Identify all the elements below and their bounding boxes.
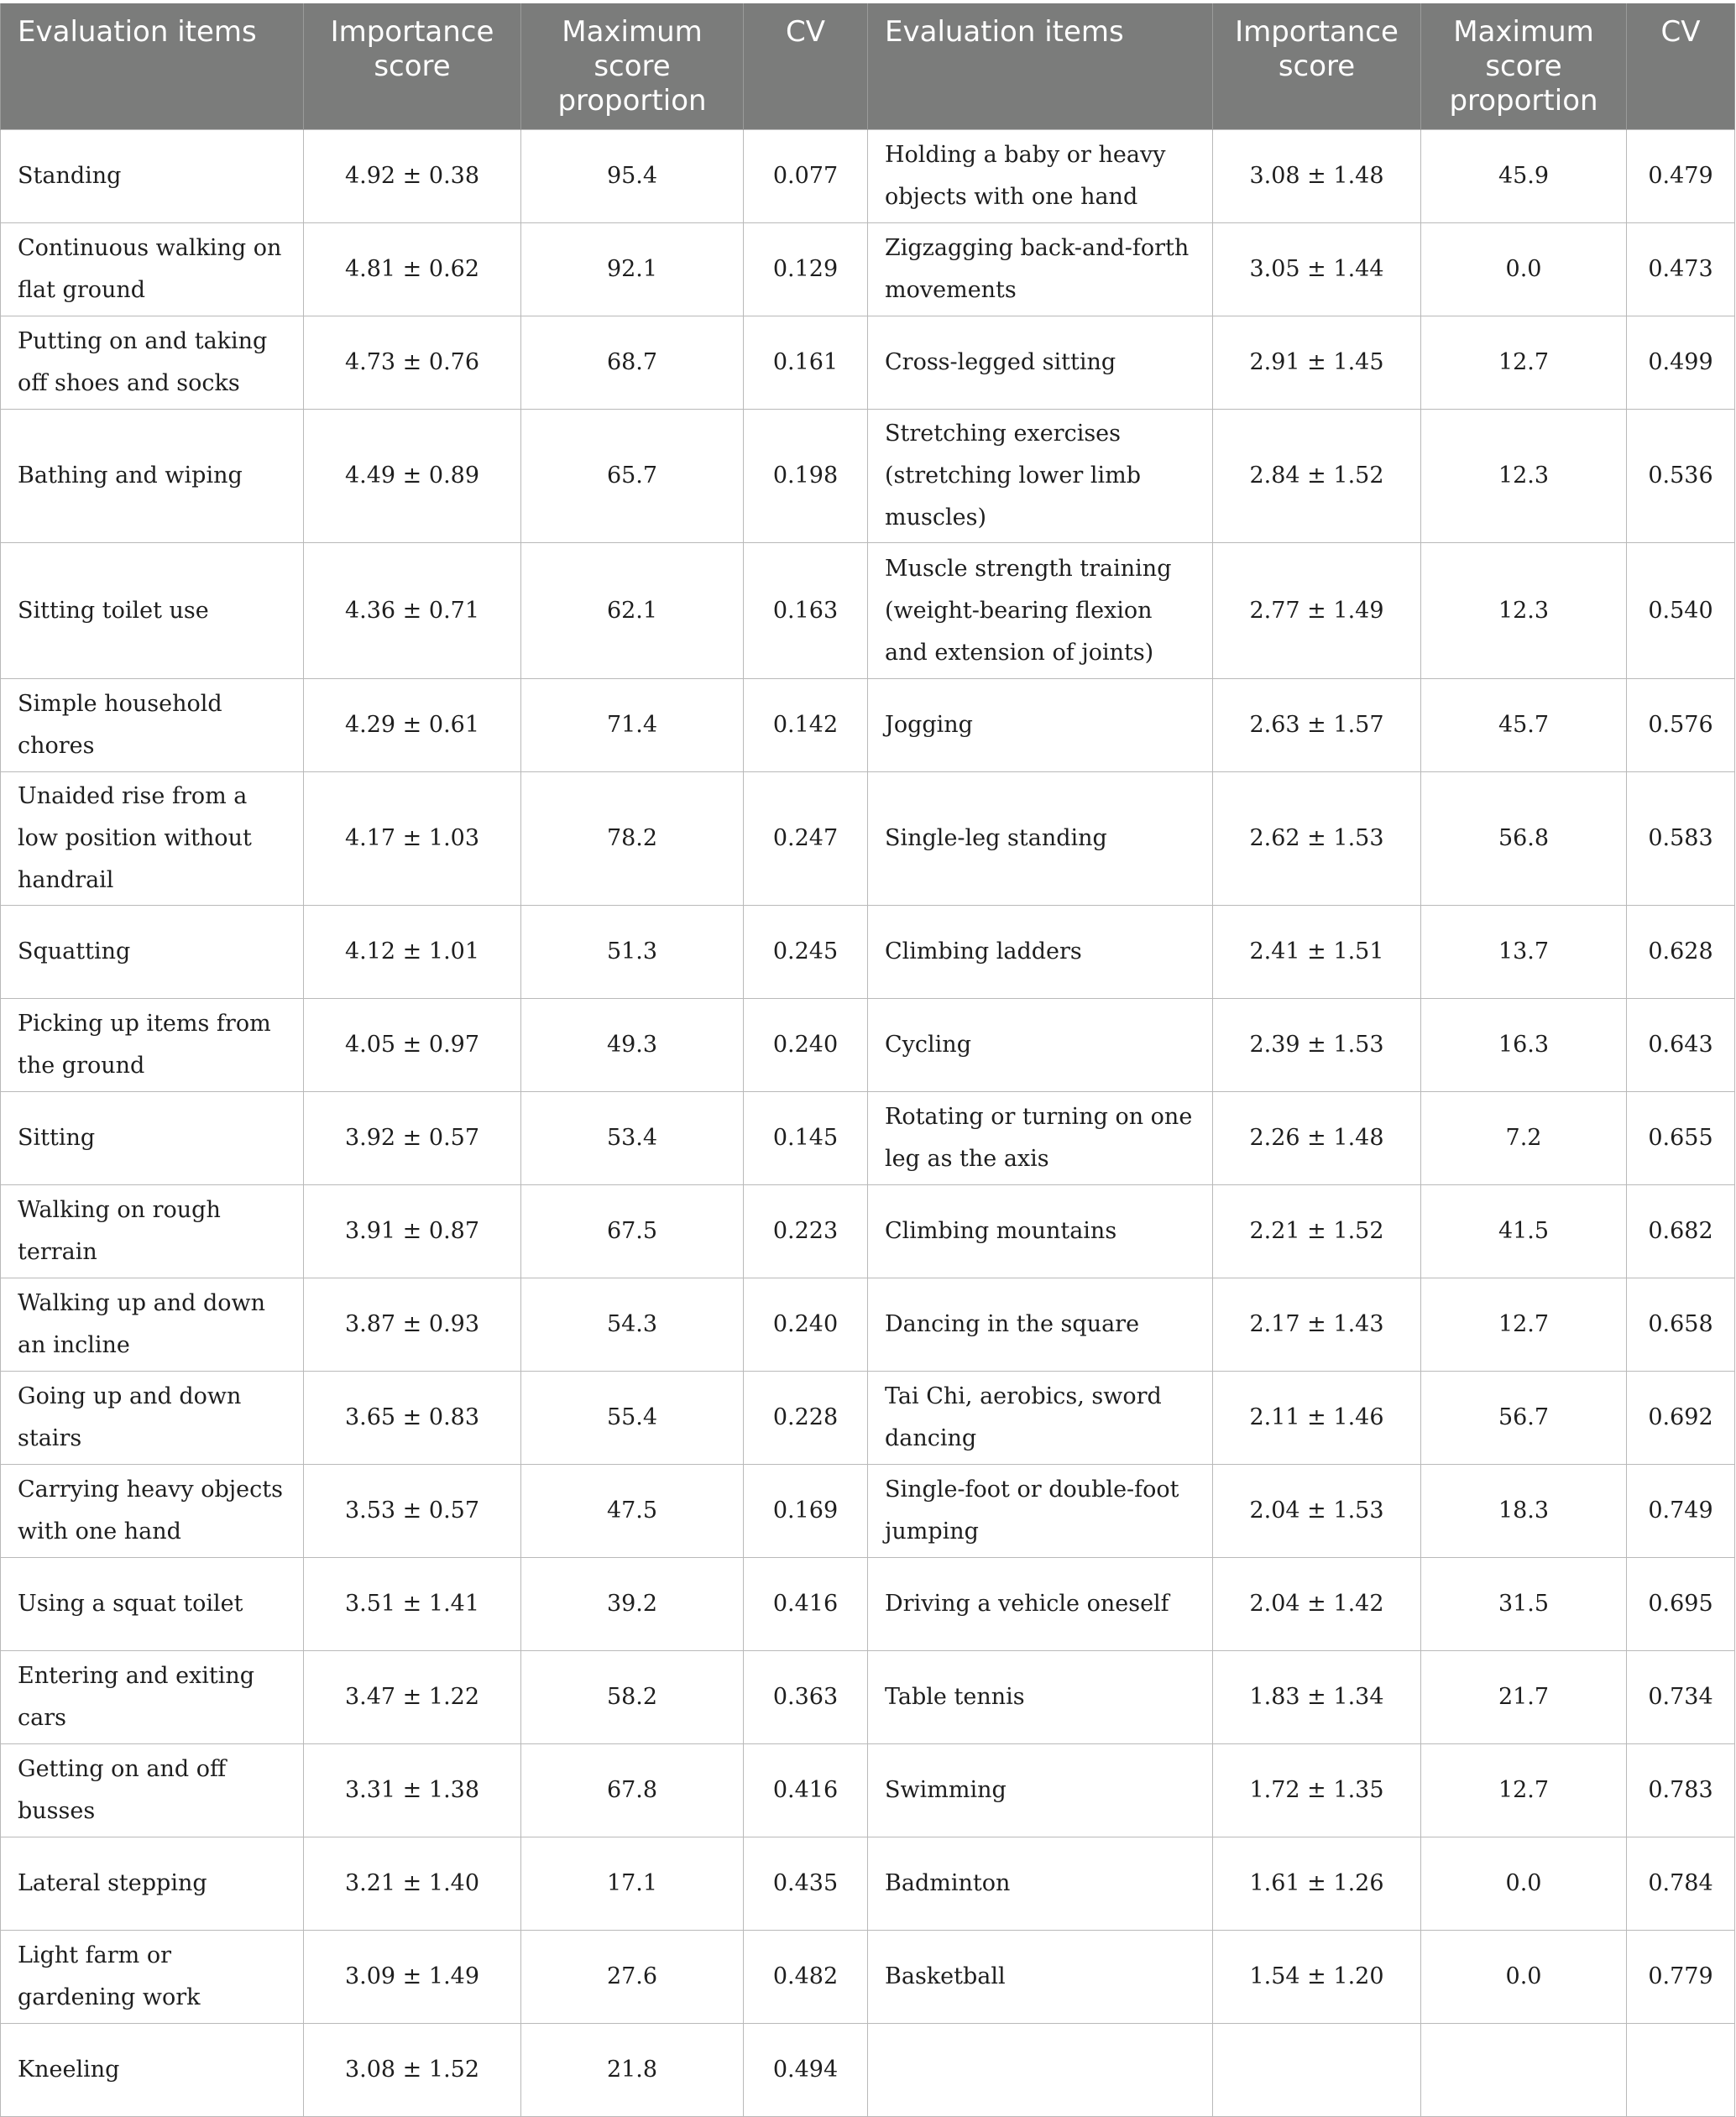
table-row <box>1 410 1735 543</box>
left-maximum-score-proportion: 54.3 <box>521 1278 744 1372</box>
right-maximum-score-proportion: 7.2 <box>1421 1092 1627 1185</box>
left-importance-score: 4.92 ± 0.38 <box>304 130 521 223</box>
left-evaluation-item: Carrying heavy objects with one hand <box>1 1465 304 1558</box>
right-maximum-score-proportion: 21.7 <box>1421 1651 1627 1744</box>
left-cv: 0.129 <box>744 223 868 316</box>
header-importance-score-left: Importance score <box>304 3 521 130</box>
header-maximum-score-proportion-left: Maximum score proportion <box>521 3 744 130</box>
left-evaluation-item: Putting on and taking off shoes and socks <box>1 316 304 410</box>
table-row <box>1 679 1735 772</box>
right-cv: 0.749 <box>1627 1465 1735 1558</box>
left-maximum-score-proportion: 95.4 <box>521 130 744 223</box>
left-importance-score: 4.36 ± 0.71 <box>304 543 521 679</box>
right-evaluation-item: Swimming <box>868 1744 1213 1837</box>
table-row <box>1 223 1735 316</box>
right-importance-score: 2.77 ± 1.49 <box>1213 543 1421 679</box>
left-maximum-score-proportion: 55.4 <box>521 1372 744 1465</box>
right-cv: 0.643 <box>1627 999 1735 1092</box>
right-maximum-score-proportion: 12.7 <box>1421 1744 1627 1837</box>
left-importance-score: 4.29 ± 0.61 <box>304 679 521 772</box>
left-evaluation-item: Simple household chores <box>1 679 304 772</box>
table-row <box>1 316 1735 410</box>
right-importance-score: 2.04 ± 1.53 <box>1213 1465 1421 1558</box>
left-importance-score: 4.17 ± 1.03 <box>304 772 521 906</box>
right-maximum-score-proportion: 12.7 <box>1421 1278 1627 1372</box>
right-evaluation-item: Driving a vehicle oneself <box>868 1558 1213 1651</box>
right-cv: 0.540 <box>1627 543 1735 679</box>
header-evaluation-items-left: Evaluation items <box>1 3 304 130</box>
left-evaluation-item: Light farm or gardening work <box>1 1931 304 2024</box>
left-maximum-score-proportion: 71.4 <box>521 679 744 772</box>
left-maximum-score-proportion: 27.6 <box>521 1931 744 2024</box>
left-evaluation-item: Getting on and off busses <box>1 1744 304 1837</box>
table-row <box>1 999 1735 1092</box>
left-cv: 0.240 <box>744 999 868 1092</box>
table-row <box>1 1744 1735 1837</box>
left-cv: 0.223 <box>744 1185 868 1278</box>
table-row <box>1 1558 1735 1651</box>
left-evaluation-item: Walking on rough terrain <box>1 1185 304 1278</box>
left-cv: 0.363 <box>744 1651 868 1744</box>
left-importance-score: 4.81 ± 0.62 <box>304 223 521 316</box>
left-importance-score: 3.87 ± 0.93 <box>304 1278 521 1372</box>
table-row <box>1 906 1735 999</box>
right-maximum-score-proportion: 12.3 <box>1421 410 1627 543</box>
right-cv <box>1627 2024 1735 2117</box>
table-row <box>1 1837 1735 1931</box>
right-maximum-score-proportion: 12.3 <box>1421 543 1627 679</box>
left-maximum-score-proportion: 67.5 <box>521 1185 744 1278</box>
right-cv: 0.784 <box>1627 1837 1735 1931</box>
left-importance-score: 3.91 ± 0.87 <box>304 1185 521 1278</box>
right-importance-score: 2.41 ± 1.51 <box>1213 906 1421 999</box>
right-cv: 0.682 <box>1627 1185 1735 1278</box>
left-evaluation-item: Kneeling <box>1 2024 304 2117</box>
right-evaluation-item: Tai Chi, aerobics, sword dancing <box>868 1372 1213 1465</box>
left-cv: 0.077 <box>744 130 868 223</box>
right-cv: 0.655 <box>1627 1092 1735 1185</box>
right-cv: 0.783 <box>1627 1744 1735 1837</box>
right-maximum-score-proportion: 45.9 <box>1421 130 1627 223</box>
left-maximum-score-proportion: 21.8 <box>521 2024 744 2117</box>
header-importance-score-right: Importance score <box>1213 3 1421 130</box>
left-importance-score: 4.73 ± 0.76 <box>304 316 521 410</box>
left-importance-score: 3.31 ± 1.38 <box>304 1744 521 1837</box>
left-importance-score: 3.92 ± 0.57 <box>304 1092 521 1185</box>
right-evaluation-item: Basketball <box>868 1931 1213 2024</box>
left-evaluation-item: Lateral stepping <box>1 1837 304 1931</box>
left-cv: 0.228 <box>744 1372 868 1465</box>
right-importance-score: 1.83 ± 1.34 <box>1213 1651 1421 1744</box>
right-importance-score: 2.04 ± 1.42 <box>1213 1558 1421 1651</box>
table-row <box>1 2024 1735 2117</box>
left-evaluation-item: Walking up and down an incline <box>1 1278 304 1372</box>
header-evaluation-items-right: Evaluation items <box>868 3 1213 130</box>
right-evaluation-item: Zigzagging back-and-forth movements <box>868 223 1213 316</box>
left-maximum-score-proportion: 53.4 <box>521 1092 744 1185</box>
left-maximum-score-proportion: 68.7 <box>521 316 744 410</box>
left-importance-score: 3.09 ± 1.49 <box>304 1931 521 2024</box>
table-row <box>1 1278 1735 1372</box>
left-maximum-score-proportion: 67.8 <box>521 1744 744 1837</box>
table-header <box>1 3 1735 130</box>
right-maximum-score-proportion: 18.3 <box>1421 1465 1627 1558</box>
left-maximum-score-proportion: 58.2 <box>521 1651 744 1744</box>
right-evaluation-item: Rotating or turning on one leg as the axis <box>868 1092 1213 1185</box>
right-evaluation-item: Climbing mountains <box>868 1185 1213 1278</box>
left-cv: 0.416 <box>744 1744 868 1837</box>
table-row <box>1 1372 1735 1465</box>
header-cv-right: CV <box>1627 3 1735 130</box>
right-evaluation-item: Climbing ladders <box>868 906 1213 999</box>
right-cv: 0.734 <box>1627 1651 1735 1744</box>
left-cv: 0.169 <box>744 1465 868 1558</box>
table-row <box>1 1651 1735 1744</box>
right-cv: 0.576 <box>1627 679 1735 772</box>
table-row <box>1 1465 1735 1558</box>
table-row <box>1 772 1735 906</box>
left-cv: 0.240 <box>744 1278 868 1372</box>
right-importance-score <box>1213 2024 1421 2117</box>
right-importance-score: 2.62 ± 1.53 <box>1213 772 1421 906</box>
right-evaluation-item: Single-leg standing <box>868 772 1213 906</box>
right-evaluation-item: Badminton <box>868 1837 1213 1931</box>
right-maximum-score-proportion: 16.3 <box>1421 999 1627 1092</box>
left-cv: 0.482 <box>744 1931 868 2024</box>
left-importance-score: 3.47 ± 1.22 <box>304 1651 521 1744</box>
left-importance-score: 4.05 ± 0.97 <box>304 999 521 1092</box>
right-evaluation-item: Table tennis <box>868 1651 1213 1744</box>
table-row <box>1 130 1735 223</box>
right-importance-score: 1.61 ± 1.26 <box>1213 1837 1421 1931</box>
left-evaluation-item: Using a squat toilet <box>1 1558 304 1651</box>
right-cv: 0.473 <box>1627 223 1735 316</box>
left-importance-score: 3.53 ± 0.57 <box>304 1465 521 1558</box>
table-row <box>1 543 1735 679</box>
right-cv: 0.628 <box>1627 906 1735 999</box>
left-maximum-score-proportion: 47.5 <box>521 1465 744 1558</box>
right-cv: 0.583 <box>1627 772 1735 906</box>
left-cv: 0.245 <box>744 906 868 999</box>
left-cv: 0.247 <box>744 772 868 906</box>
left-maximum-score-proportion: 17.1 <box>521 1837 744 1931</box>
header-row <box>1 3 1735 130</box>
right-evaluation-item: Single-foot or double-foot jumping <box>868 1465 1213 1558</box>
header-cv-left: CV <box>744 3 868 130</box>
table-body <box>1 130 1735 2117</box>
left-importance-score: 3.51 ± 1.41 <box>304 1558 521 1651</box>
left-evaluation-item: Continuous walking on flat ground <box>1 223 304 316</box>
left-cv: 0.161 <box>744 316 868 410</box>
right-importance-score: 2.21 ± 1.52 <box>1213 1185 1421 1278</box>
right-maximum-score-proportion <box>1421 2024 1627 2117</box>
left-importance-score: 3.65 ± 0.83 <box>304 1372 521 1465</box>
left-maximum-score-proportion: 78.2 <box>521 772 744 906</box>
right-evaluation-item: Muscle strength training (weight-bearing flexion and extension of joints) <box>868 543 1213 679</box>
right-maximum-score-proportion: 56.8 <box>1421 772 1627 906</box>
right-importance-score: 2.63 ± 1.57 <box>1213 679 1421 772</box>
table-row <box>1 1185 1735 1278</box>
left-maximum-score-proportion: 62.1 <box>521 543 744 679</box>
right-evaluation-item: Jogging <box>868 679 1213 772</box>
right-cv: 0.692 <box>1627 1372 1735 1465</box>
right-importance-score: 2.91 ± 1.45 <box>1213 316 1421 410</box>
right-evaluation-item: Cross-legged sitting <box>868 316 1213 410</box>
left-evaluation-item: Picking up items from the ground <box>1 999 304 1092</box>
left-evaluation-item: Entering and exiting cars <box>1 1651 304 1744</box>
right-importance-score: 3.08 ± 1.48 <box>1213 130 1421 223</box>
right-cv: 0.499 <box>1627 316 1735 410</box>
left-evaluation-item: Going up and down stairs <box>1 1372 304 1465</box>
left-evaluation-item: Sitting <box>1 1092 304 1185</box>
right-importance-score: 2.39 ± 1.53 <box>1213 999 1421 1092</box>
left-cv: 0.198 <box>744 410 868 543</box>
left-evaluation-item: Squatting <box>1 906 304 999</box>
right-cv: 0.779 <box>1627 1931 1735 2024</box>
left-evaluation-item: Bathing and wiping <box>1 410 304 543</box>
right-importance-score: 1.54 ± 1.20 <box>1213 1931 1421 2024</box>
left-cv: 0.142 <box>744 679 868 772</box>
table-row <box>1 1931 1735 2024</box>
header-maximum-score-proportion-right: Maximum score proportion <box>1421 3 1627 130</box>
left-importance-score: 4.49 ± 0.89 <box>304 410 521 543</box>
left-cv: 0.416 <box>744 1558 868 1651</box>
right-importance-score: 2.26 ± 1.48 <box>1213 1092 1421 1185</box>
right-cv: 0.536 <box>1627 410 1735 543</box>
left-importance-score: 3.08 ± 1.52 <box>304 2024 521 2117</box>
right-maximum-score-proportion: 31.5 <box>1421 1558 1627 1651</box>
right-maximum-score-proportion: 41.5 <box>1421 1185 1627 1278</box>
left-maximum-score-proportion: 49.3 <box>521 999 744 1092</box>
evaluation-items-table <box>0 3 1735 2117</box>
left-importance-score: 3.21 ± 1.40 <box>304 1837 521 1931</box>
left-maximum-score-proportion: 39.2 <box>521 1558 744 1651</box>
left-maximum-score-proportion: 51.3 <box>521 906 744 999</box>
right-maximum-score-proportion: 12.7 <box>1421 316 1627 410</box>
right-maximum-score-proportion: 56.7 <box>1421 1372 1627 1465</box>
left-evaluation-item: Unaided rise from a low position without handrail <box>1 772 304 906</box>
right-evaluation-item: Cycling <box>868 999 1213 1092</box>
right-importance-score: 3.05 ± 1.44 <box>1213 223 1421 316</box>
right-maximum-score-proportion: 13.7 <box>1421 906 1627 999</box>
right-evaluation-item <box>868 2024 1213 2117</box>
right-evaluation-item: Stretching exercises (stretching lower limb muscles) <box>868 410 1213 543</box>
left-cv: 0.163 <box>744 543 868 679</box>
left-cv: 0.435 <box>744 1837 868 1931</box>
right-cv: 0.479 <box>1627 130 1735 223</box>
right-maximum-score-proportion: 0.0 <box>1421 1931 1627 2024</box>
left-maximum-score-proportion: 65.7 <box>521 410 744 543</box>
left-importance-score: 4.12 ± 1.01 <box>304 906 521 999</box>
table-row <box>1 1092 1735 1185</box>
left-evaluation-item: Sitting toilet use <box>1 543 304 679</box>
right-cv: 0.658 <box>1627 1278 1735 1372</box>
right-maximum-score-proportion: 0.0 <box>1421 1837 1627 1931</box>
right-evaluation-item: Dancing in the square <box>868 1278 1213 1372</box>
right-importance-score: 2.17 ± 1.43 <box>1213 1278 1421 1372</box>
right-maximum-score-proportion: 0.0 <box>1421 223 1627 316</box>
right-importance-score: 1.72 ± 1.35 <box>1213 1744 1421 1837</box>
right-evaluation-item: Holding a baby or heavy objects with one hand <box>868 130 1213 223</box>
left-maximum-score-proportion: 92.1 <box>521 223 744 316</box>
left-evaluation-item: Standing <box>1 130 304 223</box>
right-cv: 0.695 <box>1627 1558 1735 1651</box>
left-cv: 0.494 <box>744 2024 868 2117</box>
right-maximum-score-proportion: 45.7 <box>1421 679 1627 772</box>
left-cv: 0.145 <box>744 1092 868 1185</box>
right-importance-score: 2.84 ± 1.52 <box>1213 410 1421 543</box>
right-importance-score: 2.11 ± 1.46 <box>1213 1372 1421 1465</box>
